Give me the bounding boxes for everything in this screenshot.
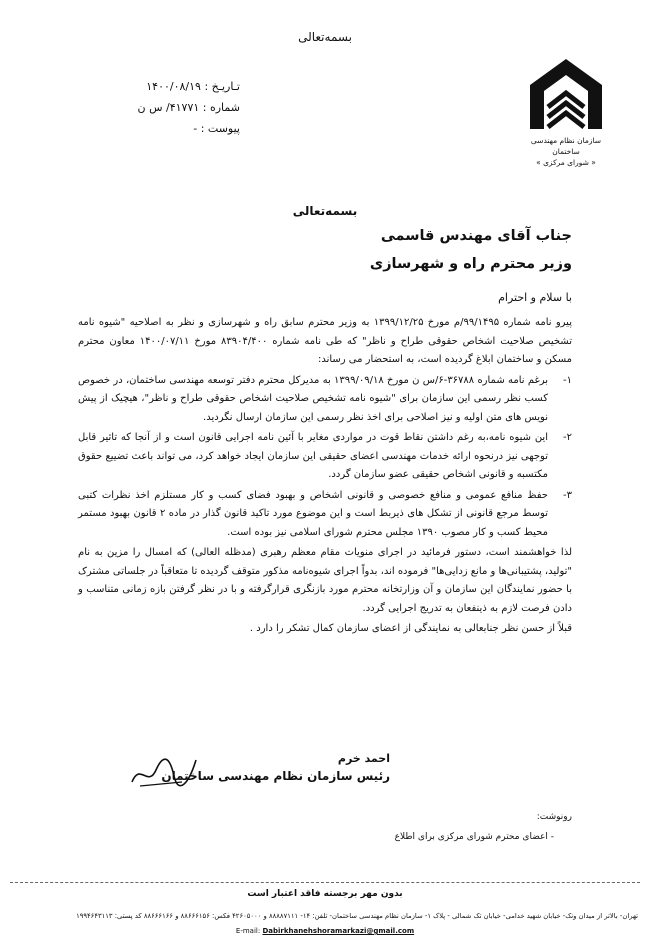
item-text: این شیوه نامه،به رغم داشتن نقاط قوت در مواردی مغایر با آئین نامه اجرایی قانون است و از آنجا که تاثیر قابل توجهی نیز درنحوه ارائه خدمات مهندسی اعضای حقیقی این سازمان ایجاد خواهد کرد، می تواند باعث تضییع حقوق مکتسبه و قانونی اشخاص حقیقی عضو سازمان گردد. (78, 432, 548, 480)
addressee-title: وزیر محترم راه و شهرسازی (369, 256, 572, 272)
attachment-value: - (193, 122, 198, 135)
number-row (70, 97, 240, 118)
date-row (70, 76, 240, 97)
addressee-name: جناب آقای مهندس قاسمی (380, 228, 572, 244)
attachment-row (70, 118, 240, 139)
signer-name: احمد خرم (337, 752, 390, 765)
org-logo (520, 55, 612, 168)
letter-body (78, 314, 572, 639)
item-number: ۲- (563, 432, 572, 443)
addressee (172, 222, 572, 278)
item-number: ۱- (563, 374, 572, 386)
org-name-line2: « شورای مرکزی » (536, 158, 596, 167)
thanks-paragraph: قبلاً از حسن نظر جنابعالی به نمایندگی از اعضای سازمان کمال تشکر را دارد . (249, 623, 572, 634)
salutation: با سلام و احترام (498, 291, 572, 304)
cc-label: رونوشت: (536, 812, 572, 822)
org-name (520, 135, 612, 168)
closing-paragraph: لذا خواهشمند است، دستور فرمائید در اجرای منویات مقام معظم رهبری (مدظله العالی) که امسال را مزین به نام "تولید، پشتیبانی‌ها و مانع زدایی‌ها" فرموده اند، بدواً اجرای شیوه‌نامه مذکور متوقف گردیده تا متعاقباً در جلساتی مشترک با حضور نمایندگان این سازمان و آن وزارتخانه محترم مورد بازنگری قرارگرفته و با در نظر گرفتن بازه زمانی متناسب و دادن فرصت لازم به ذینفعان به تدریج اجرایی گردد. (77, 547, 572, 614)
header-bismillah: بسمه‌تعالی (298, 30, 352, 44)
handwritten-signature (130, 752, 200, 792)
list-item (78, 429, 572, 485)
date-label: تـاریـخ : (204, 80, 240, 93)
cc-item: - اعضای محترم شورای مرکزی برای اطلاع (394, 832, 554, 842)
list-item (78, 487, 572, 543)
footer-validity-note: بدون مهر برجسته فاقد اعتبار است (247, 889, 403, 899)
intro-paragraph: پیرو نامه شماره ۹۹/۱۴۹۵/م مورخ ۱۳۹۹/۱۲/۲۵ به وزیر محترم سابق راه و شهرسازی و نظر به اصلاحیه "شیوه نامه تشخیص صلاحیت اشخاص حقوقی طراح و ناظر" که طی نامه شماره ۸۳۹۰۴/۴۰۰ مورخ ۱۴۰۰/۰۷/۱۱ معاون محترم مسکن و ساختمان ابلاغ گردیده است، به استحضار می رساند: (78, 317, 573, 365)
email-label: E-mail: (235, 927, 261, 935)
footer-address: تهران- بالاتر از میدان ونک- خیابان شهید خدامی- خیابان تک شمالی - پلاک ۱- سازمان نظام مهندسی ساختمان- تلفن: ۱۴- ۸۸۸۸۷۱۱۱ و ۴۲۶۰۵۰۰۰ فکس: ۸۸۶۶۶۱۵۶ و ۸۸۶۶۶۱۶۶ کد پستی: ۱۹۹۴۶۴۳۱۱۳ (76, 912, 638, 920)
item-text: حفظ منافع عمومی و منافع خصوصی و قانونی اشخاص و بهبود فضای کسب و کار مستلزم اخذ نظرات کتبی توسط مرجع قانونی از تشکل های ذیربط است و این موضوع مورد تاکید قانون گذار در ماده ۲ قانون بهبود مستمر محیط کسب و کار مصوب ۱۳۹۰ مجلس محترم شورای اسلامی نیز بوده است. (78, 489, 549, 538)
item-text: برغم نامه شماره ۳۶۷۸۸-۶/س ن مورخ ۱۳۹۹/۰۹/۱۸ به مدیرکل محترم دفتر توسعه مهندسی ساختمان، در خصوص کسب نظر رسمی این سازمان برای "شیوه نامه تشخیص صلاحیت اشخاص حقوقی طراح و ناظر"، هیچیک از پیش نویس های متن اولیه و نیز اصلاحی برای اخذ نظر رسمی این سازمان ارسال نگردید. (78, 374, 549, 423)
signer-title: رئیس سازمان نظام مهندسی ساختمان (161, 769, 390, 783)
number-label: شماره : (202, 101, 240, 114)
number-value: ۴۱۷۷۱/ س ن (137, 101, 200, 114)
email-link[interactable]: Dabirkhanehshoramarkazi@gmail.com (262, 927, 415, 935)
date-value: ۱۴۰۰/۰۸/۱۹ (146, 80, 201, 93)
footer-email (12, 927, 638, 935)
item-number: ۳- (563, 489, 572, 501)
signature-block (130, 752, 390, 783)
letter-bismillah: بسمه‌تعالی (292, 204, 358, 218)
attachment-label: پیوست : (200, 122, 240, 135)
footer-divider (10, 882, 640, 883)
org-name-line1: سازمان نظام مهندسی ساختمان (530, 136, 602, 156)
letter-meta (70, 76, 240, 139)
org-logo-mark (526, 55, 606, 133)
list-item (78, 372, 572, 428)
